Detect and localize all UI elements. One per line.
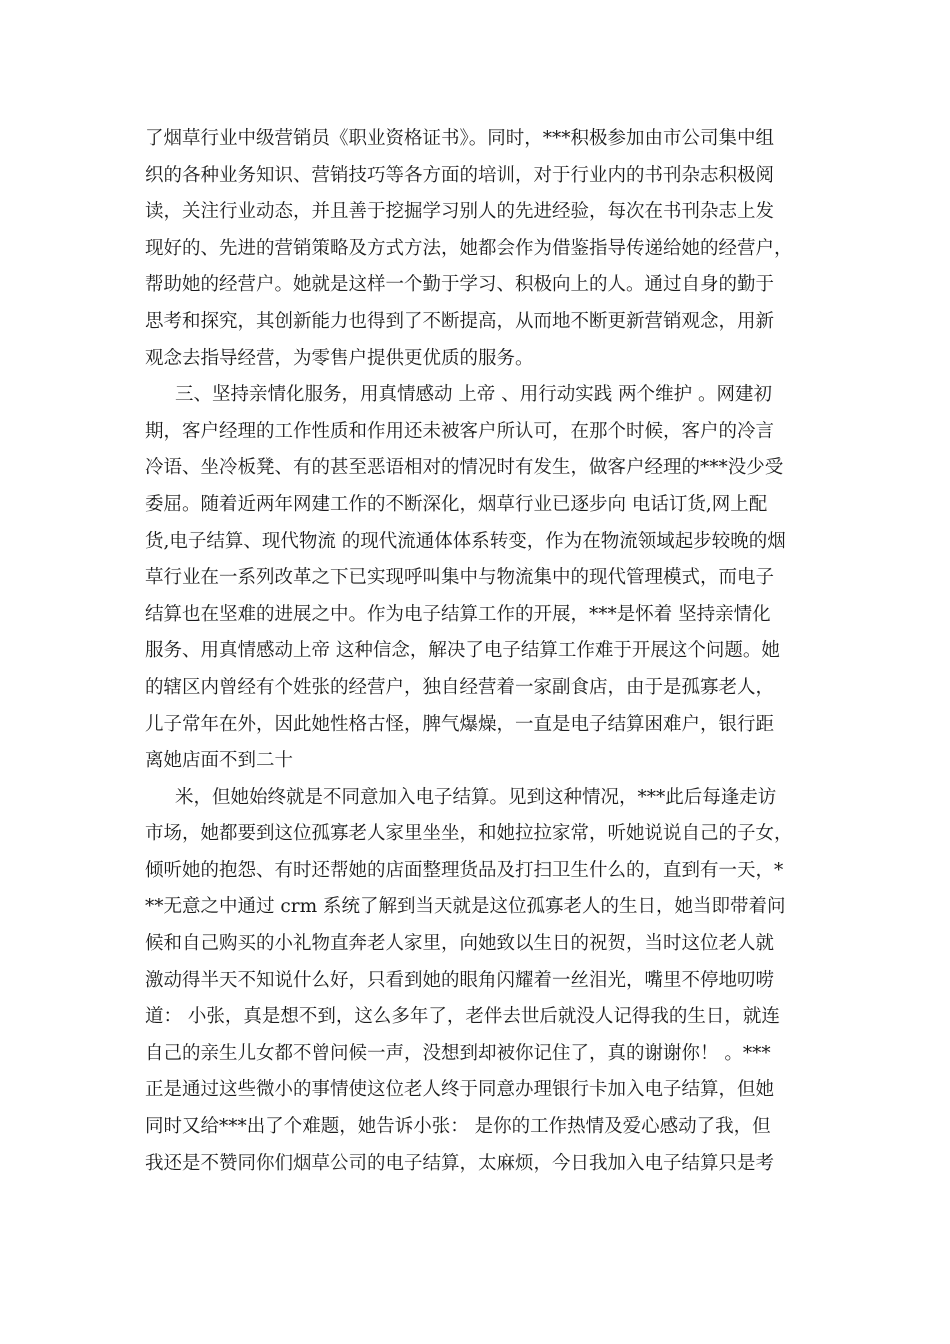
text-line: 候和自己购买的小礼物直奔老人家里，向她致以生日的祝贺，当时这位老人就 (145, 933, 775, 955)
text-line: 服务、用真情感动上帝 这种信念，解决了电子结算工作难于开展这个问题。她 (145, 640, 780, 662)
text-line: 儿子常年在外，因此她性格古怪，脾气爆燥，一直是电子结算困难户，银行距 (145, 713, 775, 735)
paragraph-start-line: 三、坚持亲情化服务，用真情感动 上帝 、用行动实践 两个维护 。网建初 (175, 384, 773, 406)
text-line: 读，关注行业动态，并且善于挖掘学习别人的先进经验，每次在书刊杂志上发 (145, 201, 775, 223)
text-line: 冷语、坐冷板凳、有的甚至恶语相对的情况时有发生，做客户经理的***没少受 (145, 457, 784, 479)
text-line: 货,电子结算、现代物流 的现代流通体体系转变，作为在物流领域起步较晚的烟 (145, 530, 786, 552)
text-line: 激动得半天不知说什么好，只看到她的眼角闪耀着一丝泪光，嘴里不停地叨唠 (145, 969, 775, 991)
text-line: 委屈。随着近两年网建工作的不断深化，烟草行业已逐步向 电话订货,网上配 (145, 493, 768, 515)
text-line: 正是通过这些微小的事情使这位老人终于同意办理银行卡加入电子结算，但她 (145, 1079, 775, 1101)
text-line: 离她店面不到二十 (145, 750, 294, 772)
text-line: 的辖区内曾经有个姓张的经营户，独自经营着一家副食店，由于是孤寡老人， (145, 676, 775, 698)
text-line: 现好的、先进的营销策略及方式方法，她都会作为借鉴指导传递给她的经营户， (145, 237, 793, 259)
text-line: 道： 小张，真是想不到，这么多年了，老伴去世后就没人记得我的生日，就连 (145, 1006, 780, 1028)
paragraph-start-line: 米，但她始终就是不同意加入电子结算。见到这种情况，***此后每逢走访 (175, 786, 777, 808)
text-line: 倾听她的抱怨、有时还帮她的店面整理货品及打扫卫生什么的，直到有一天，* (145, 859, 784, 881)
text-line: 期，客户经理的工作性质和作用还未被客户所认可，在那个时候，客户的冷言 (145, 420, 775, 442)
text-line: 市场，她都要到这位孤寡老人家里坐坐，和她拉拉家常，听她说说自己的子女， (145, 823, 793, 845)
text-line: 帮助她的经营户。她就是这样一个勤于学习、积极向上的人。通过自身的勤于 (145, 274, 775, 296)
text-line: 同时又给***出了个难题，她告诉小张： 是你的工作热情及爱心感动了我，但 (145, 1116, 771, 1138)
text-line: 织的各种业务知识、营销技巧等各方面的培训，对于行业内的书刊杂志积极阅 (145, 164, 775, 186)
body-text (145, 121, 807, 1182)
text-line: 了烟草行业中级营销员《职业资格证书》。同时，***积极参加由市公司集中组 (145, 128, 775, 149)
text-line: 观念去指导经营，为零售户提供更优质的服务。 (145, 347, 534, 369)
text-line: 我还是不赞同你们烟草公司的电子结算，太麻烦，今日我加入电子结算只是考 (145, 1152, 775, 1174)
text-line: 草行业在一系列改革之下已实现呼叫集中与物流集中的现代管理模式，而电子 (145, 567, 775, 589)
text-line: **无意之中通过 crm 系统了解到当天就是这位孤寡老人的生日，她当即带着问 (145, 896, 786, 918)
text-line: 思考和探究，其创新能力也得到了不断提高，从而地不断更新营销观念，用新 (145, 310, 775, 332)
text-line: 自己的亲生儿女都不曾问候一声，没想到却被你记住了，真的谢谢你！ 。*** (145, 1042, 771, 1064)
text-line: 结算也在坚难的进展之中。作为电子结算工作的开展，***是怀着 坚持亲情化 (145, 603, 771, 625)
